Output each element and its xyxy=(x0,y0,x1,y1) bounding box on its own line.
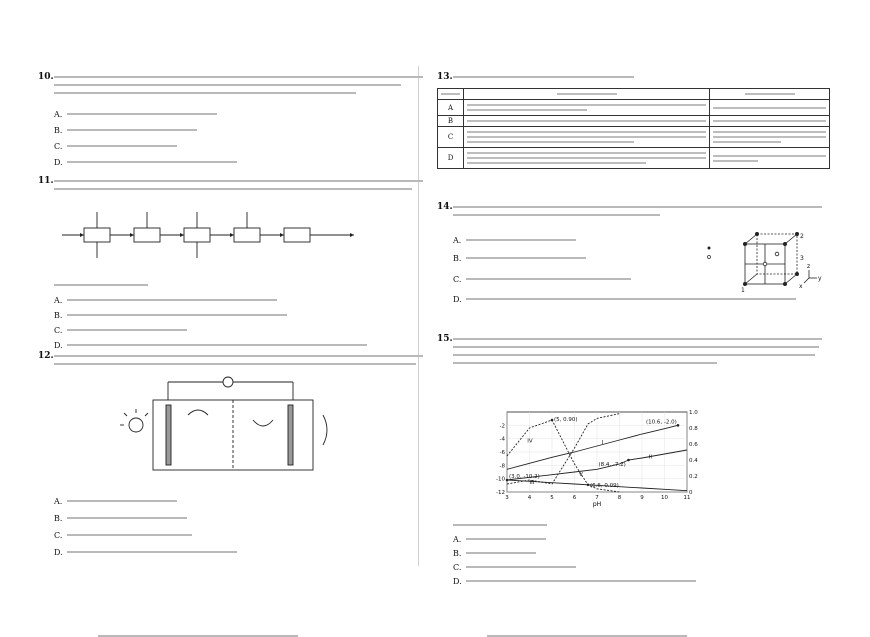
left-page xyxy=(38,66,431,586)
y2-tick-label: 0.4 xyxy=(689,458,698,464)
experiment-table xyxy=(437,88,830,169)
annotation-label: (5, 0.90) xyxy=(554,417,578,423)
q15-option-a: A. xyxy=(453,535,461,544)
x-tick-label: 10 xyxy=(661,495,668,501)
question-10 xyxy=(38,72,431,182)
q12-option-d: D. xyxy=(54,548,63,557)
svg-text:2: 2 xyxy=(800,233,804,240)
y2-tick-label: 0 xyxy=(689,490,693,496)
question-12-number: 12. xyxy=(38,351,54,361)
q14-option-b: B. xyxy=(453,254,461,263)
x-tick-label: 4 xyxy=(527,495,532,501)
annotation-point xyxy=(551,419,554,422)
table-row: B xyxy=(438,116,830,127)
x-tick-label: 8 xyxy=(617,495,622,501)
electrolysis-cell-diagram xyxy=(118,375,348,485)
curve-label: II xyxy=(648,454,652,461)
q10-option-b: B. xyxy=(54,126,62,135)
x-tick-label: 6 xyxy=(572,495,577,501)
question-14-stem xyxy=(453,204,830,216)
q15-option-d: D. xyxy=(453,577,462,586)
question-15-number: 15. xyxy=(437,334,453,344)
series-line-i xyxy=(507,425,678,469)
crystal-cell-diagram xyxy=(705,226,825,296)
x-tick-label: 9 xyxy=(640,495,644,501)
curve-label: IV xyxy=(527,438,533,445)
y-tick-label: -6 xyxy=(499,450,505,456)
annotation-point xyxy=(506,479,509,482)
y-tick-label: -4 xyxy=(499,436,505,443)
annotation-label: (10.6, -2.0) xyxy=(646,419,677,426)
curve-label: I xyxy=(601,440,604,446)
y-tick-label: -8 xyxy=(499,463,505,470)
svg-text:x: x xyxy=(799,283,803,290)
question-11-prompt xyxy=(54,282,431,286)
x-axis-label: pH xyxy=(592,501,602,508)
table-row: A xyxy=(438,100,830,116)
table-row: C xyxy=(438,127,830,148)
svg-text:y: y xyxy=(818,275,822,282)
annotation-label: (3.0, -10.2) xyxy=(509,474,540,480)
curve-label: III xyxy=(529,480,535,486)
q10-option-a: A. xyxy=(54,110,62,119)
y2-tick-label: 0.2 xyxy=(689,474,698,480)
y-tick-label: -12 xyxy=(496,490,505,496)
annotation-point xyxy=(677,424,680,427)
question-12-stem xyxy=(54,353,431,365)
question-12 xyxy=(38,351,431,571)
q14-option-d: D. xyxy=(453,295,462,304)
question-15-prompt xyxy=(453,522,830,526)
y2-tick-label: 1.0 xyxy=(689,410,698,416)
y2-tick-label: 0.8 xyxy=(689,426,698,432)
svg-text:3: 3 xyxy=(800,255,804,262)
annotation-label: (8.4, -7.2) xyxy=(598,462,626,468)
q10-option-d: D. xyxy=(54,158,63,167)
annotation-label: (6.6, 0.09) xyxy=(590,482,619,489)
question-10-stem xyxy=(54,74,431,94)
q11-option-c: C. xyxy=(54,326,62,335)
q11-option-b: B. xyxy=(54,311,62,320)
question-15 xyxy=(437,334,830,584)
question-14-number: 14. xyxy=(437,202,453,212)
question-13-number: 13. xyxy=(437,72,453,82)
question-15-stem xyxy=(453,336,830,364)
x-tick-label: 5 xyxy=(550,495,554,501)
svg-text:1: 1 xyxy=(741,287,745,294)
q14-option-c: C. xyxy=(453,275,461,284)
curve-label: V xyxy=(579,472,583,478)
y2-tick-label: 0.6 xyxy=(689,442,698,448)
right-page xyxy=(437,66,830,586)
question-11-number: 11. xyxy=(38,176,54,186)
x-tick-label: 3 xyxy=(505,495,509,501)
q11-option-a: A. xyxy=(54,296,62,305)
question-11-stem xyxy=(54,178,431,190)
q12-option-b: B. xyxy=(54,514,62,523)
q10-option-c: C. xyxy=(54,142,62,151)
q11-option-d: D. xyxy=(54,341,63,350)
q14-option-a: A. xyxy=(453,236,461,245)
q12-option-a: A. xyxy=(54,497,62,506)
x-tick-label: 11 xyxy=(683,495,691,501)
table-header-row xyxy=(438,89,830,100)
question-14 xyxy=(437,202,830,332)
concentration-ph-chart xyxy=(487,408,717,508)
question-13-stem xyxy=(453,74,830,78)
footer-left xyxy=(98,629,298,637)
svg-text:z: z xyxy=(807,263,811,270)
table-row: D xyxy=(438,148,830,169)
question-10-number: 10. xyxy=(38,72,54,82)
footer-right xyxy=(487,629,687,637)
annotation-point xyxy=(627,459,630,462)
process-flowchart xyxy=(54,206,374,266)
y-tick-label: -10 xyxy=(496,476,505,483)
annotation-point xyxy=(587,484,590,487)
q15-option-c: C. xyxy=(453,563,461,572)
y-tick-label: -2 xyxy=(499,423,505,430)
x-tick-label: 7 xyxy=(595,495,599,501)
question-11 xyxy=(38,176,431,350)
q15-option-b: B. xyxy=(453,549,461,558)
q12-option-c: C. xyxy=(54,531,62,540)
